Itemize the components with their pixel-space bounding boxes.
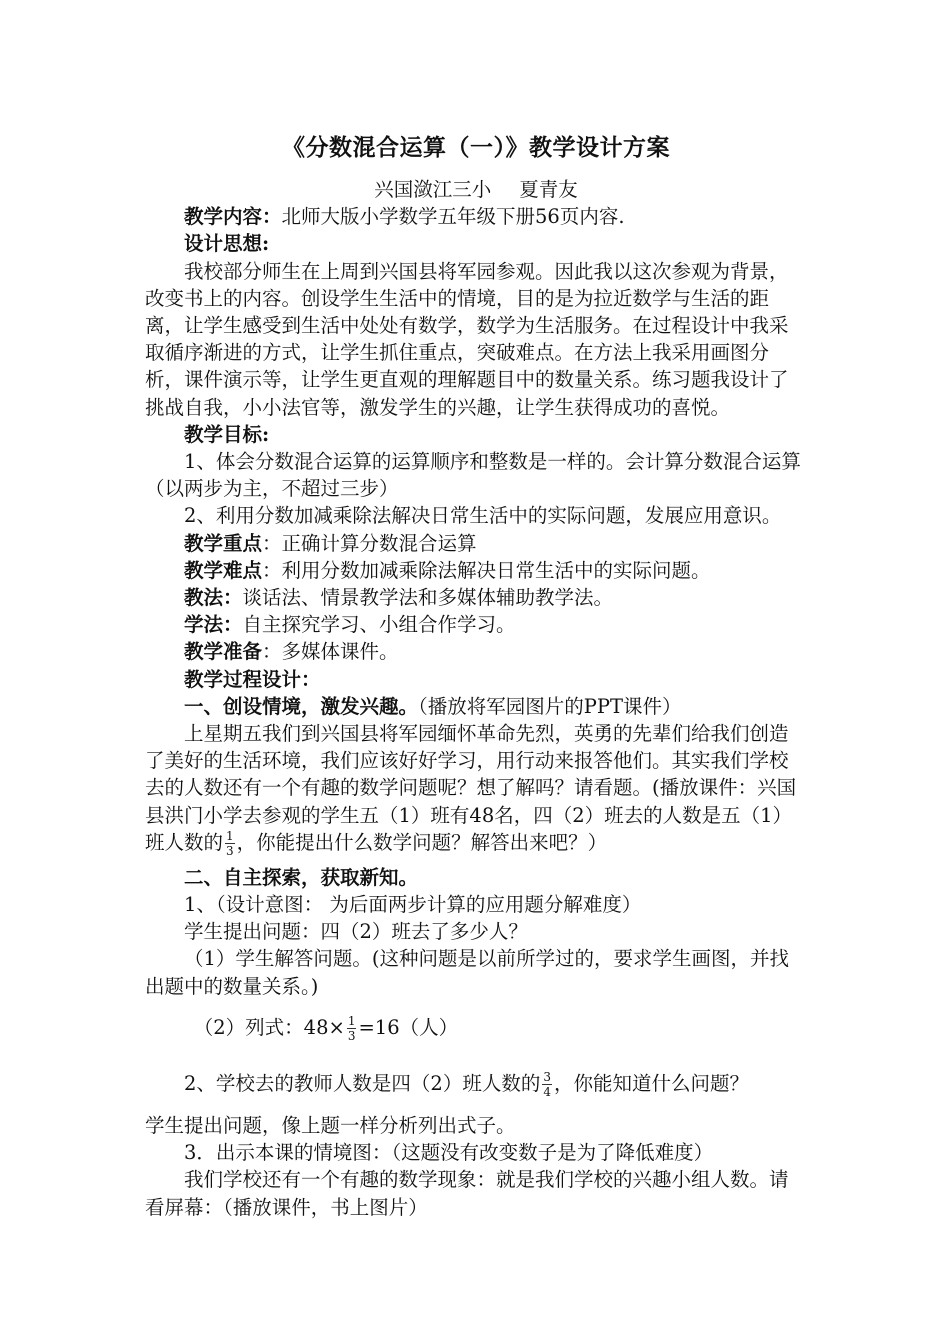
section2-formula	[145, 1000, 807, 1056]
section2-item-2-followup: 学生提出问题，像上题一样分析列出式子。	[145, 1113, 516, 1137]
item2-fraction-numerator: 3	[543, 1069, 551, 1084]
document-body	[145, 132, 807, 1221]
design-thought-text: 我校部分师生在上周到兴国县将军园参观。因此我以这次参观为背景，改变书上的内容。创设学生生活中的情境，目的是为拉近数学与生活的距离，让学生感受到生活中处处有数学，数学为生活服务。在过程设计中我采取循序渐进的方式，让学生抓住重点，突破难点。在方法上我采用画图分析，课件演示等，让学生更直观的理解题目中的数量关系。练习题我设计了挑战自我，小小法官等，激发学生的兴趣，让学生获得成功的喜悦。	[145, 259, 789, 419]
section2-item-3: 3．出示本课的情境图：（这题没有改变数子是为了降低难度）	[184, 1141, 714, 1165]
objective-item-1: 1、体会分数混合运算的运算顺序和整数是一样的。会计算分数混合运算（以两步为主，不超过三步）	[145, 450, 801, 501]
author-line	[145, 176, 807, 203]
formula-fraction	[347, 1014, 357, 1043]
author-name: 夏青友	[519, 178, 578, 201]
learning-method	[145, 611, 807, 638]
teaching-preparation	[145, 638, 807, 665]
section2-item-1: 1、（设计意图： 为后面两步计算的应用题分解难度）	[184, 893, 642, 917]
difficulty-text: ：利用分数加减乘除法解决日常生活中的实际问题。	[262, 558, 711, 582]
document-title: 《分数混合运算（一）》教学设计方案	[282, 134, 670, 161]
difficulty-label: 教学难点	[184, 558, 263, 582]
objective-item-2: 2、利用分数加减乘除法解决日常生活中的实际问题，发展应用意识。	[184, 504, 782, 528]
formula-fraction-denominator: 3	[347, 1028, 356, 1043]
section1-text-b: ，你能提出什么数学问题？解答出来吧？）	[236, 830, 608, 854]
fraction-denominator: 3	[226, 843, 234, 858]
teaching-method-text: 谈话法、情景教学法和多媒体辅助教学法。	[242, 586, 614, 610]
learning-method-text: 自主探究学习、小组合作学习。	[242, 613, 516, 637]
section2-heading: 二、自主探索，获取新知。	[184, 865, 419, 889]
item2-fraction-denominator: 4	[543, 1084, 551, 1099]
section1-paragraph	[145, 720, 807, 858]
formula-prefix: （2）列式：48×	[193, 1015, 345, 1039]
fraction-numerator: 1	[226, 828, 234, 843]
key-point	[145, 530, 807, 557]
learning-method-label: 学法：	[184, 613, 243, 637]
section1-heading-line	[145, 693, 807, 720]
section1-heading: 一、创设情境，激发兴趣。	[184, 694, 419, 718]
difficulty	[145, 557, 807, 584]
item2-text-b: ，你能知道什么问题？	[553, 1071, 749, 1095]
fraction-one-third	[225, 829, 235, 858]
section1-note: （播放将军园图片的PPT课件）	[418, 694, 682, 718]
teaching-method-label: 教法：	[184, 586, 243, 610]
section1-text-a: 上星期五我们到兴国县将军园缅怀革命先烈，英勇的先辈们给我们创造了美好的生活环境，我们应该好好学习，用行动来报答他们。其实我们学校去的人数还有一个有趣的数学问题呢？想了解吗？请看题。(播放课件：兴国县洪门小学去参观的学生五（1）班有48名，四（2）班去的人数是五（1）班人数的	[145, 722, 797, 854]
preparation-label: 教学准备	[184, 640, 263, 664]
key-point-label: 教学重点	[184, 531, 263, 555]
teaching-content-label: 教学内容：	[184, 205, 282, 229]
formula-fraction-numerator: 1	[347, 1013, 356, 1028]
design-thought-label: 设计思想:	[184, 232, 270, 256]
objectives-label: 教学目标:	[184, 422, 270, 446]
formula-suffix: =16（人）	[358, 1015, 459, 1039]
key-point-text: ：正确计算分数混合运算	[262, 531, 477, 555]
section2-question: 学生提出问题：四（2）班去了多少人？	[184, 920, 528, 944]
process-label: 教学过程设计：	[184, 667, 321, 691]
section2-step-1: （1）学生解答问题。(这种问题是以前所学过的，要求学生画图，并找出题中的数量关系。)	[145, 947, 790, 998]
item2-text-a: 2、学校去的教师人数是四（2）班人数的	[184, 1071, 541, 1095]
teaching-method	[145, 584, 807, 611]
section2-item-2	[145, 1056, 807, 1112]
section2-item-3-text: 我们学校还有一个有趣的数学现象：就是我们学校的兴趣小组人数。请看屏幕：（播放课件，书上图片）	[145, 1168, 789, 1219]
fraction-three-quarters	[542, 1070, 552, 1099]
teaching-content	[145, 203, 807, 230]
teaching-content-text: 北师大版小学数学五年级下册56页内容.	[281, 205, 625, 229]
preparation-text: ：多媒体课件。	[262, 640, 399, 664]
author-school: 兴国潋江三小	[374, 178, 492, 201]
